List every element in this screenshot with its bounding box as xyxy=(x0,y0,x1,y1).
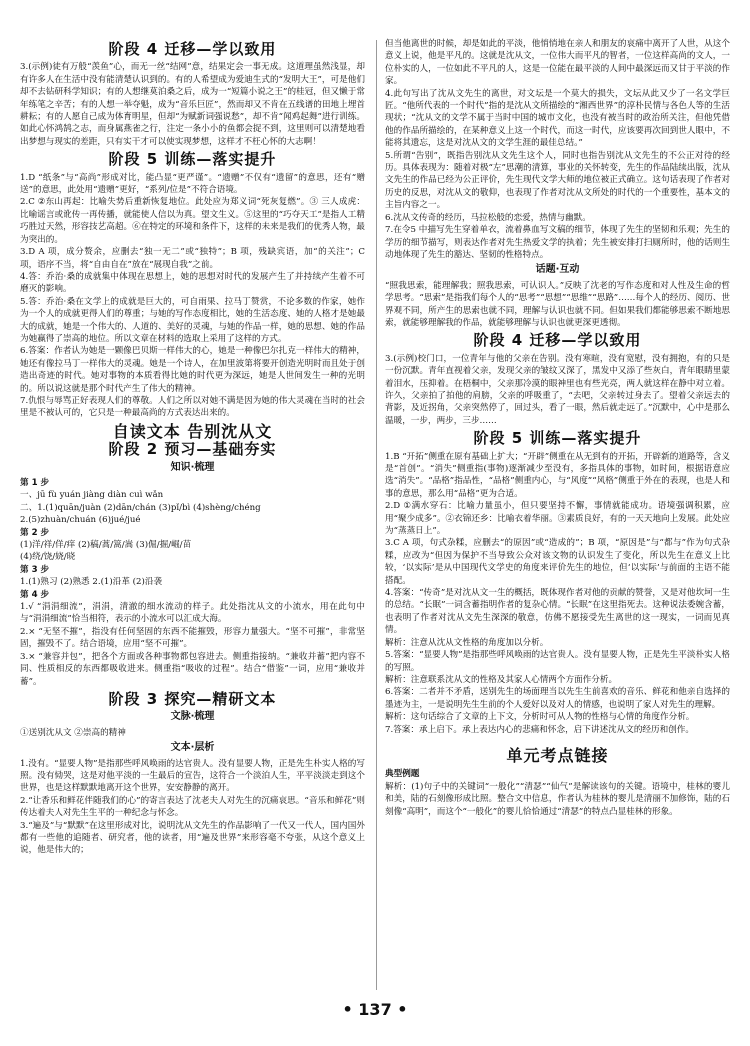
page-number: • 137 • xyxy=(342,1000,408,1019)
answer-item: 3.C A 项，句式杂糅，应删去“的原因”或“造成的”；B 项，“原因是”与“都与”作为句式杂糅，应改为“但因为保护不当导致公众对该文物的认识发生了变化，所以先生在意义上比较，‘以实际’是从中国现代文学史的角度来评价先生的地位，但‘以实际’与前面的主语不能搭配。 xyxy=(385,538,730,586)
answer-item: 4.答：乔治·桑的成就集中体现在思想上，她的思想对时代的发展产生了并持续产生着不可磨灭的影响。 xyxy=(20,271,365,295)
paragraph: 3.(示例)校门口，一位青年与他的父亲在告别。没有寒暄，没有宽慰，没有拥抱，有的只是一份沉默。青年直视着父亲，发现父亲的皱纹又深了，黑发中又添了些灰白，青年眼睛里蒙着泪水，压抑着。在梧桐中，父亲那冷漠的眼神里也有些光亮，两人就这样在静中对立着。许久，父亲拍了拍他的肩膀，父亲的呼吸重了，“去吧，父亲转过身去了。望着父亲远去的背影，及近拐角，父亲突然停了，回过头，看了一眼，然后就走远了。”沉默中，心中是那么温暖，一步，两步，三步…… xyxy=(385,353,730,426)
answer-item: 3.× “兼容并包”，把各个方面或各种事物都包容进去。侧重指接纳。“兼收并蓄”把内容不同、性质相反的东西都吸收进来。侧重指“吸收的过程”。结合“借鉴”一词，应用“兼收并蓄”。 xyxy=(20,651,365,687)
stage4-heading: 阶段 4 迁移—学以致用 xyxy=(108,40,277,58)
step-label: 第 3 步 xyxy=(20,564,50,575)
answer-item: 1.D “纸条”与“高尚”形成对比，能凸显“更严谨”。“遗赠”不仅有“遗留”的意思，还有“赠送”的意思，此处用“遗赠”更好，“系列/位是”不符合语境。 xyxy=(20,172,365,196)
answer-item: 6.答案：作者认为她是一颗像巴贝斯一样伟大的心，她是一种像巴尔扎克一样伟大的精神，她还有像拉马丁一样伟大的灵魂。她是一个诗人，在加里波第将要开创造光明时而且处于创造出奇迹的时代。她对事物的本质看得比她的时代更为深远，她是人世间发生一种的光明的。所以说这就是那个时代产生了伟大的精神。 xyxy=(20,346,365,394)
pinyin-line: 2.(5)zhuàn/chuán (6)jué/jué xyxy=(20,515,141,526)
answer-item: 4.此句写出了沈从文先生的离世，对文坛是一个莫大的损失，文坛从此又少了一名文学巨匠。“他所代表的一个时代”指的是沈从文所描绘的“湘西世界”的淳朴民情与各色人等的生活现状；“沈从文的文学不属于当时中国的城市文化，也没有被当时的政治所关注，但他凭借他的作品所描绘的，在某种意义上这一个时代，而这一时代，应该要再次回到世人眼中，不能将其遗忘，这是对沈从文的文学生涯的最佳总结。” xyxy=(385,88,730,149)
analysis-note: 解析：这句话综合了文章的上下文，分析时可从人物的性格与心情的角度作分析。 xyxy=(385,712,695,723)
answer-item: 6.答案：二者并不矛盾，送别先生的场面理当以先生生前喜欢的音乐、鲜花和他亲自选择的墨迹为主，一是说明先生生前的个人爱好以及对人的情感，也说明了家人对先生的理解。 xyxy=(385,687,730,710)
analysis-note: 解析：(1)句子中的关键词“一般化”“清瑟”“仙气”是解读该句的关键。语境中，桂林的婴儿和美，陆的石刻像形成比照。整合文中信息，作者认为桂林的婴儿是清丽不加修饰，陆的石刻像“高明”，而这个“一般化”的婴儿恰恰通过“清瑟”的特点凸显桂林的形象。 xyxy=(385,781,730,817)
answer-item: 1.没有。“显要人物”是指那些呼风唤雨的达官贵人。没有显要人物，正是先生朴实人格的写照。没有恸哭，这是对他平淡的一生最后的宣告，这符合一个淡泊人生，平平淡淡走到这个世界，也是这样默默地离开这个世界，安安静静的离开。 xyxy=(20,758,365,794)
answer-item: 2.× “无坚不摧”，指没有任何坚固的东西不能摧毁，形容力量强大。“坚不可摧”，非常坚固，摧毁不了。结合语境，应用“坚不可摧”。 xyxy=(20,626,365,650)
stage4-heading: 阶段 4 迁移—学以致用 xyxy=(473,331,642,350)
stage5-heading: 阶段 5 训练—落实提升 xyxy=(108,150,277,169)
answer-item: 5.答：乔治·桑在文学上的成就是巨大的，可自雨果、拉马丁赞赏，不论多数的作家，她作为一个人的成就更得人们的尊重；与她的写作态度相比，她的生活态度、她的人格才是她最大的成就，她是一个伟大的、人道的、美好的灵魂，与她的作品一样，她的思想、她的作品为她赢得了崇高的地位。所以文章在材料的选取上采用了这样的方式。 xyxy=(20,296,365,344)
typical-example-label: 典型例题 xyxy=(385,769,420,780)
context-items: ①送别沈从文 ②崇高的精神 xyxy=(20,727,126,738)
word-line: 1.(1)熟习 (2)熟悉 2.(1)沿革 (2)沿袭 xyxy=(20,577,163,588)
answer-item: 2.“让香乐和鲜花伴随我们的心”的寄言表达了沈老夫人对先生的沉痛哀思。“音乐和鲜花”则传达着夫人对先生生平的一种纪念与怀念。 xyxy=(20,795,365,819)
step-label: 第 4 步 xyxy=(20,589,50,600)
analysis-note: 解析：注意联系沈从文的性格及其家人心情两个方面作分析。 xyxy=(385,674,618,685)
answer-item: 5.答案：“显要人物”是指那些呼风唤雨的达官贵人。没有显要人物，正是先生平淡朴实人格的写照。 xyxy=(385,650,730,673)
answer-item: 6.沈从文传奇的经历，马拉松般的恋爱，热情与幽默。 xyxy=(385,212,591,223)
answer-item: 2.C ②东山再起：比喻失势后重新恢复地位。此处应为郑义词“死灰复燃”。③ 三人成虎：比喻谣言或讹传一再传播，就能使人信以为真。望文生义。⑤这里的“巧夺天工”是指人工精巧胜过天然，形容技艺高超。⑥在特定的环境和条件下，这样的未来是我们的优秀人物，最为突出的。 xyxy=(20,197,365,245)
context-heading: 文脉·梳理 xyxy=(170,711,215,723)
paragraph: “照我思索，能理解我；照我思索，可认识人。”反映了沈老的写作态度和对人性及生命的哲学思考。“思索”是指我们每个人的“思考”“思想”“思维”“思路”……每个人的经历、阅历、世界观不同，所产生的思索也就不同，理解与认识也就不同。但如果我们都能够思索不断地思索，就能够理解我的作品，就能够理解与认识也就更深更透彻。 xyxy=(385,280,730,328)
pinyin-line: 二、1.(1)quān/juàn (2)dān/chán (3)pǐ/bì (4)shèng/chéng xyxy=(20,502,261,513)
right-column xyxy=(385,38,730,818)
pinyin-line: 一、jū fù yuán jiàng diàn cuì wǎn xyxy=(20,490,164,501)
analysis-note: 解析：注意从沈从文性格的角度加以分析。 xyxy=(385,637,549,648)
char-line: (4)绕/饶/娆/晓 xyxy=(20,552,76,563)
text-analysis-heading: 文本·层析 xyxy=(170,742,215,754)
answer-item: 7.答案：承上启下。承上表达内心的悲痛和怀念，启下讲述沈从文的经历和创作。 xyxy=(385,724,694,735)
answer-item: 3.“遍及”与“默默”在这里形成对比，说明沈从文先生的作品影响了一代又一代人，国内国外都有一些他的追随者、研究者，他的读者，用“遍及世界”来形容毫不夸张，从这个意义上说，他是伟大的； xyxy=(20,820,365,856)
char-line: (1)洋/祥/佯/痒 (2)稿/蒿/篙/嵩 (3)倔/掘/崛/苗 xyxy=(20,540,192,551)
paragraph: 3.(示例)徒有万般“羡鱼”心，而无一丝“结网”意，结果定会一事无成。这道理虽然浅显，却有许多人在生活中没有能清楚认识到的。有的人希望成为爱迪生式的“发明大王”，可是他们却不去钻研科学知识；有的人想继莫泊桑之后，成为一“短篇小说之王”的桂冠，但又懒于常年练笔之辛苦；有的人想一举夺魁，成为“音乐巨匠”，然而却又不肯在五线谱的田地上埋首耕耘；有的人愿自己成为体育明星，但却“为赋新词强说愁”，却不肯“闻鸡起舞”进行训练。如此心怀鸿鹄之志，而身属燕雀之行，注定一条小小的鱼都会捉不到，这里则可以清楚地看出梦想与现实的差距，只有实干才可以使实现梦想，这样才不枉心怀的大志啊！ xyxy=(20,62,365,147)
step-label: 第 1 步 xyxy=(20,478,50,488)
answer-item: 4.答案：“传奇”是对沈从文一生的概括，既体现作者对他的贡献的赞誉，又是对他坎坷一生的总结。“长眠”一词含蓄指明作者的复杂心情。“长眠”在这里指死去。这种说法委婉含蓄，也表明了作者对沈从文先生深深的敬意，仿佛不愿接受先生离世的这一现实，一词而见真情。 xyxy=(385,588,730,636)
answer-item: 3.D A 项，成分赘余，应删去“独一无二”或“独特”；B 项，残缺宾语，加“的关注”；C 项，语序不当，将“自由自在”放在“展现自我”之前。 xyxy=(20,247,365,270)
answer-item: 7.仇恨与辱骂正好表现人们的尊敬。人们之所以对她不满是因为她的伟大灵魂在当时的社会里是不被认可的，它只是一种最高尚的方式表达出来的。 xyxy=(20,395,365,419)
answer-item: 1.B “开拓”侧重在原有基础上扩大；“开辟”侧重在从无到有的开拓，开辟新的道路等，含义是“首创”。“消失”侧重指(事物)逐渐减少至没有，多指具体的事物，如时间，根据语意应选“消失”。“品格”指品性，“品格”侧重内心，与“风度”“风格”侧重于外在的表现，也是人和事的意思，那么用“品格”更为合适。 xyxy=(385,451,730,499)
column-divider xyxy=(376,40,377,990)
stage5-heading: 阶段 5 训练—落实提升 xyxy=(473,429,642,448)
unit-link-heading: 单元考点链接 xyxy=(506,745,609,765)
paragraph: 但当他离世的时候，却是如此的平淡，他悄悄地在亲人和朋友的哀痛中离开了人世，从这个意义上说，他是平凡的。这就是沈从文，一位伟大而平凡的智者，一位这样高尚的文人，一位朴实的人，一位如此不平凡的人，这是一位能在最平淡的人间中最深远而又甘于平淡的作家。 xyxy=(385,39,730,87)
knowledge-heading: 知识·梳理 xyxy=(170,461,215,473)
answer-item: 1.√ “涓涓细流”，涓涓，清澈的细水流动的样子。此处指沈从文的小流水，用在此句中与“涓涓细流”恰当相符，表示的小流水可以汇成大海。 xyxy=(20,602,365,625)
self-reading-heading: 自读文本 告别沈从文 xyxy=(112,421,273,441)
stage3-heading: 阶段 3 探究—精研文本 xyxy=(108,689,277,708)
topic-heading: 话题·互动 xyxy=(535,264,580,276)
step-label: 第 2 步 xyxy=(20,527,50,538)
answer-item: 5.所谓“告别”，既指告别沈从文先生这个人，同时也指告别沈从文先生的不公正对待的经历。具体表现为：随着对极“左”思潮的清算，事业的关怀转变，先生的作品陆续出版，沈从文先生的作品已经为公正评价，先生现代文学大师的地位被正式确立。这句话表现了作者对历史的反思，对沈从文的敬仰，也表现了作者对沈从文所处的时代的一个重要性，基本文的主旨内容之一。 xyxy=(385,150,730,211)
answer-item: 7.在令5 中描写先生穿着单衣，流着鼻血写文稿的细节，体现了先生的坚韧和乐观；先生的学历的细节描写，则表达作者对先生热爱文学的执着；先生被安排打扫厕所时，他的话则生动地体现了先生的豁达、坚韧的性格特点。 xyxy=(385,225,730,260)
answer-item: 2.D ①满水穿石：比喻力量虽小，但只要坚持不懈，事情就能成功。语境强调积累，应用“聚少成多”。②衣锦还乡：比喻衣着华丽。③素质良好，有的一天天地向上发展。此处应为“蒸蒸日上”。 xyxy=(385,501,730,537)
left-column xyxy=(20,38,365,857)
stage2-heading: 阶段 2 预习—基础夯实 xyxy=(108,440,277,459)
